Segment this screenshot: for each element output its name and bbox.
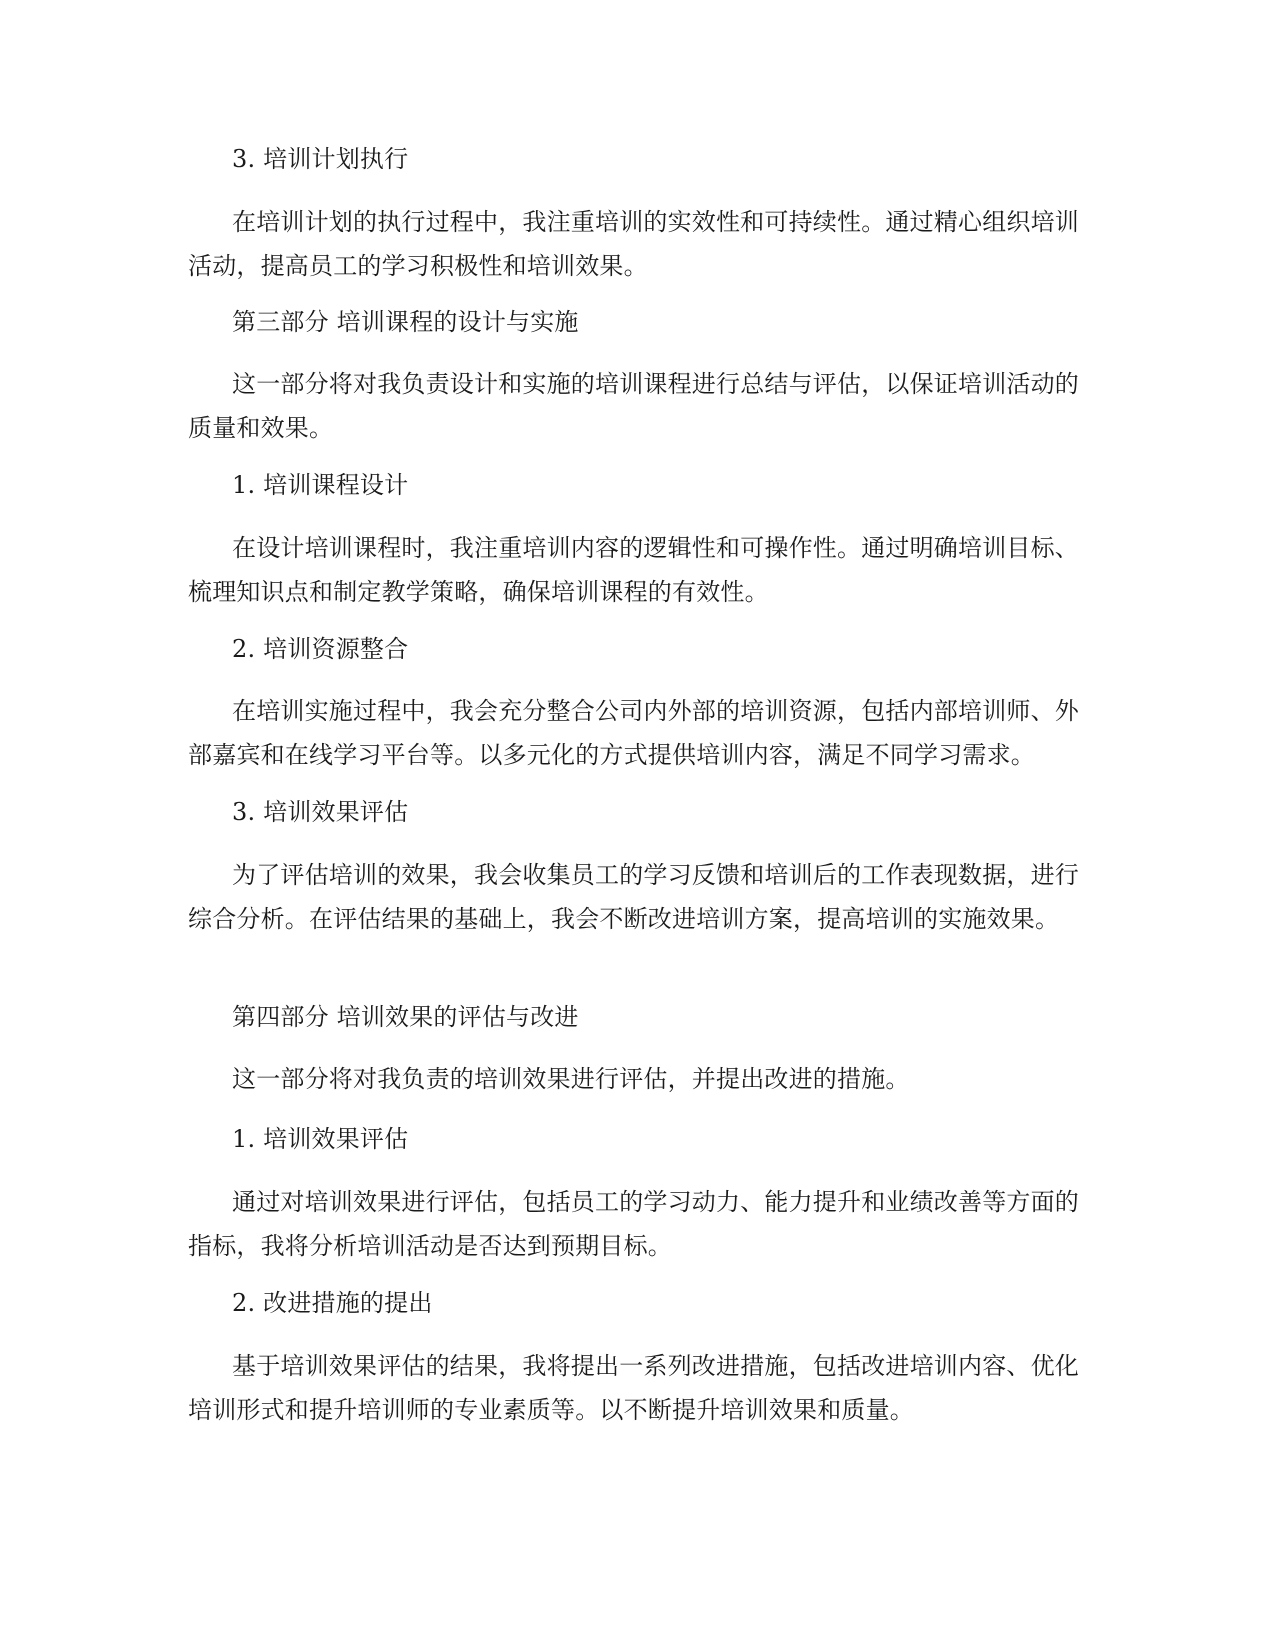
subheading-effect-evaluation: 3. 培训效果评估 — [232, 798, 409, 826]
paragraph-part-four-intro: 这一部分将对我负责的培训效果进行评估，并提出改进的措施。 — [232, 1065, 910, 1093]
paragraph-effect-evaluation-2: 通过对培训效果进行评估，包括员工的学习动力、能力提升和业绩改善等方面的指标，我将分析培训活动是否达到预期目标。 — [188, 1188, 1079, 1260]
subheading-course-design: 1. 培训课程设计 — [232, 471, 409, 499]
paragraph-training-plan-execution: 在培训计划的执行过程中，我注重培训的实效性和可持续性。通过精心组织培训活动，提高员工的学习积极性和培训效果。 — [188, 208, 1079, 280]
paragraph-course-design: 在设计培训课程时，我注重培训内容的逻辑性和可操作性。通过明确培训目标、梳理知识点和制定教学策略，确保培训课程的有效性。 — [188, 534, 1079, 606]
paragraph-part-three-intro: 这一部分将对我负责设计和实施的培训课程进行总结与评估，以保证培训活动的质量和效果。 — [188, 370, 1079, 442]
section-heading-part-four: 第四部分 培训效果的评估与改进 — [232, 1003, 579, 1031]
paragraph-improvement-measures: 基于培训效果评估的结果，我将提出一系列改进措施，包括改进培训内容、优化培训形式和提升培训师的专业素质等。以不断提升培训效果和质量。 — [188, 1352, 1079, 1424]
paragraph-resource-integration: 在培训实施过程中，我会充分整合公司内外部的培训资源，包括内部培训师、外部嘉宾和在线学习平台等。以多元化的方式提供培训内容，满足不同学习需求。 — [188, 697, 1079, 769]
paragraph-effect-evaluation: 为了评估培训的效果，我会收集员工的学习反馈和培训后的工作表现数据，进行综合分析。在评估结果的基础上，我会不断改进培训方案，提高培训的实施效果。 — [188, 861, 1079, 933]
subheading-resource-integration: 2. 培训资源整合 — [232, 635, 409, 663]
section-heading-part-three: 第三部分 培训课程的设计与实施 — [232, 308, 579, 336]
subheading-improvement-measures: 2. 改进措施的提出 — [232, 1289, 433, 1317]
subheading-training-plan-execution: 3. 培训计划执行 — [232, 145, 409, 173]
subheading-effect-evaluation-2: 1. 培训效果评估 — [232, 1125, 409, 1153]
